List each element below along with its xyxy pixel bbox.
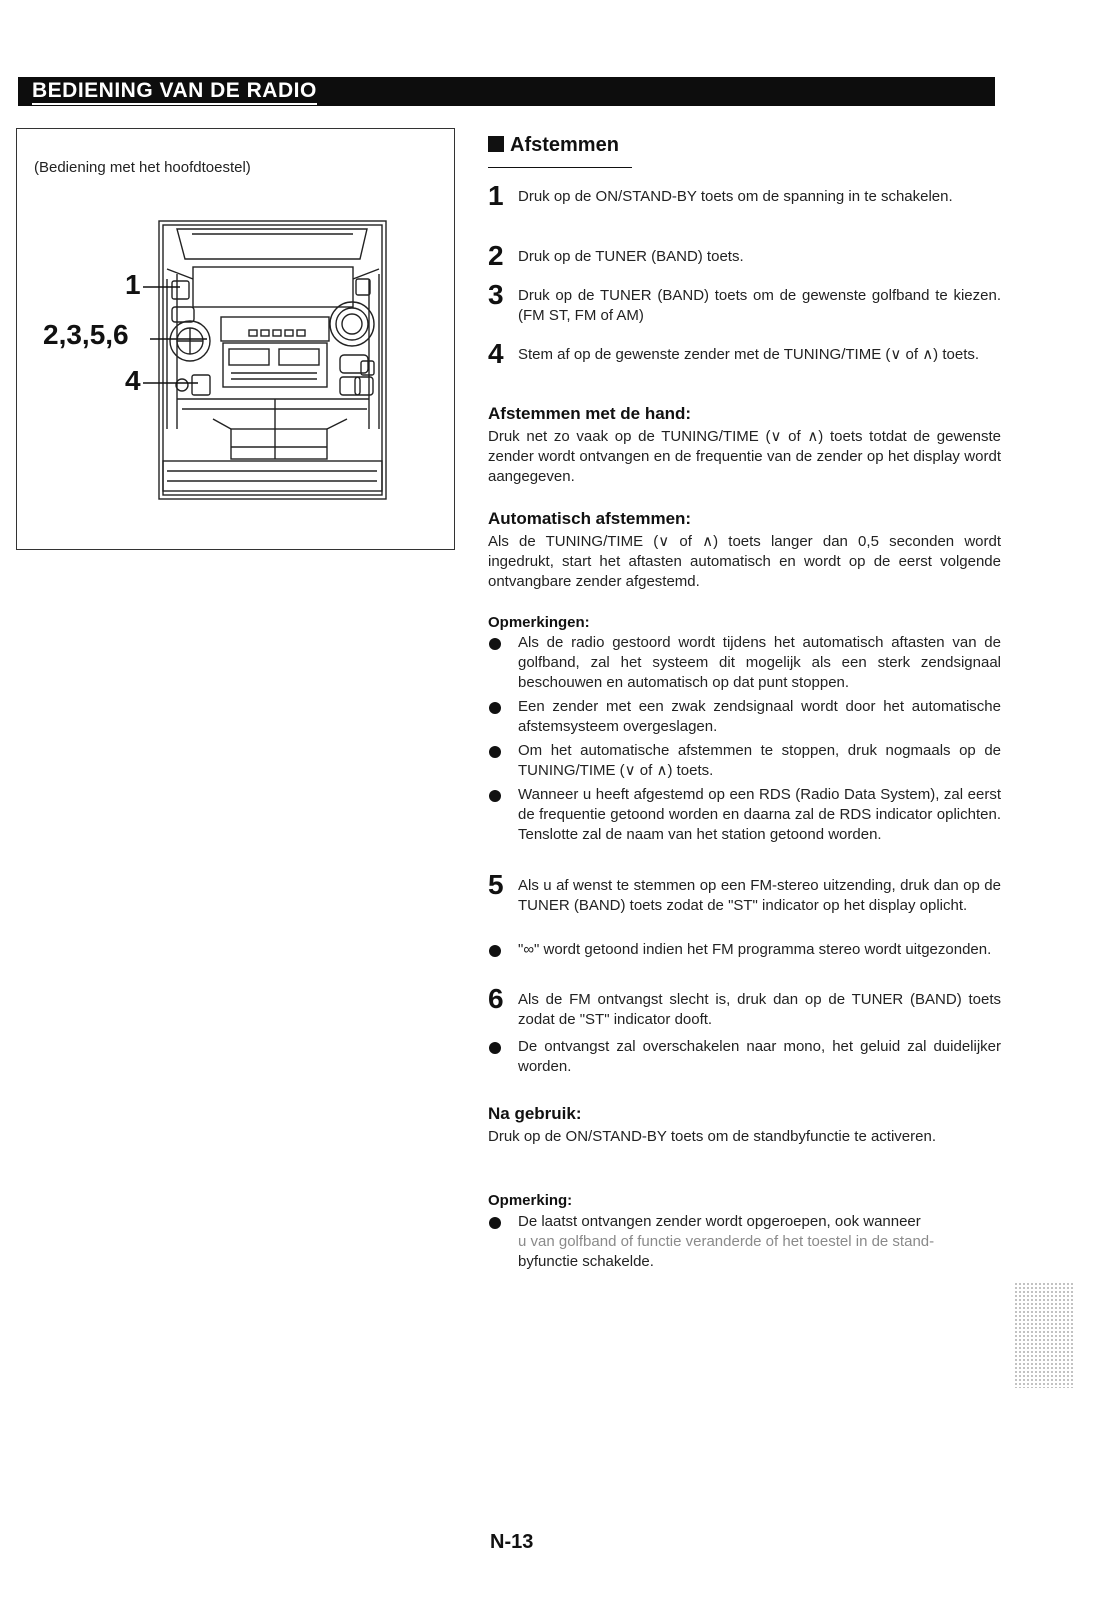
bullet-text: "∞" wordt getoond indien het FM programma stereo wordt uitgezonden.: [518, 941, 992, 958]
step-6-bullet: [488, 1037, 1001, 1077]
step-2: [488, 240, 1001, 271]
note-line: De laatst ontvangen zender wordt opgeroepen, ook wanneer: [518, 1213, 921, 1230]
note-line: byfunctie schakelde.: [518, 1253, 654, 1270]
bullet-icon: [489, 1042, 501, 1054]
note-line: u van golfband of functie veranderde of het toestel in de stand-: [518, 1233, 935, 1250]
auto-tuning-heading: Automatisch afstemmen:: [488, 509, 692, 528]
callout-4: 4: [125, 365, 141, 396]
square-bullet-icon: [488, 136, 504, 152]
figure-box: [16, 128, 455, 550]
section-title: Afstemmen: [510, 134, 619, 156]
step-1: [488, 180, 1001, 211]
step-number: 4: [488, 338, 504, 369]
note-text: Als de radio gestoord wordt tijdens het automatisch aftasten van de golfband, zal het systeem dit mogelijk als een sterk zendsignaal beschouwen en automatisch op dat punt stoppen.: [518, 634, 1001, 691]
note-item: [488, 697, 1001, 737]
note-text: Wanneer u heeft afgestemd op een RDS (Radio Data System), zal eerst de frequentie getoond worden en daarna zal de RDS indicator oplichten. Tenslotte zal de naam van het station getoond worden.: [518, 786, 1001, 843]
step-number: 1: [488, 180, 504, 211]
step-text: Als u af wenst te stemmen op een FM-stereo uitzending, druk dan op de TUNER (BAND) toets zodat de "ST" indicator op het display oplicht.: [518, 877, 1001, 914]
after-use-text: Druk op de ON/STAND-BY toets om de standbyfunctie te activeren.: [488, 1128, 936, 1145]
figure-caption: (Bediening met het hoofdtoestel): [34, 159, 251, 176]
bullet-icon: [489, 746, 501, 758]
note-text: Een zender met een zwak zendsignaal wordt door het automatische afstemsysteem overgeslagen.: [518, 698, 1001, 735]
note-item: [488, 633, 1001, 693]
step-text: Druk op de TUNER (BAND) toets.: [518, 248, 744, 265]
auto-tuning-text: Als de TUNING/TIME (∨ of ∧) toets langer dan 0,5 seconden wordt ingedrukt, start het aftasten automatisch en wordt op de eerst volgende ontvangbare zender afgestemd.: [488, 533, 1001, 590]
step-4: [488, 338, 1001, 369]
bullet-icon: [489, 945, 501, 957]
step-text: Druk op de TUNER (BAND) toets om de gewenste golfband te kiezen. (FM ST, FM of AM): [518, 287, 1001, 324]
callout-1: 1: [125, 269, 141, 300]
step-5: [488, 869, 1001, 916]
page-title: BEDIENING VAN DE RADIO: [32, 78, 317, 105]
section-heading: [488, 134, 619, 168]
callout-2-3-5-6: 2,3,5,6: [43, 319, 129, 350]
step-5-bullet: [488, 940, 1001, 960]
notes-heading: Opmerkingen:: [488, 614, 590, 631]
page-number: N-13: [490, 1531, 534, 1553]
section-underline: [488, 167, 632, 168]
manual-tuning-text: Druk net zo vaak op de TUNING/TIME (∨ of ∧) toets totdat de gewenste zender wordt ontvangen en de frequentie van de zender op het display wordt aangegeven.: [488, 428, 1001, 485]
note-item: [488, 785, 1001, 845]
note-item: [488, 1212, 1001, 1272]
print-artifact: [1014, 1282, 1074, 1388]
step-text: Druk op de ON/STAND-BY toets om de spanning in te schakelen.: [518, 188, 953, 205]
step-text: Stem af op de gewenste zender met de TUNING/TIME (∨ of ∧) toets.: [518, 346, 980, 363]
bullet-text: De ontvangst zal overschakelen naar mono, het geluid zal duidelijker worden.: [518, 1038, 1001, 1075]
step-number: 3: [488, 279, 504, 310]
bullet-icon: [489, 638, 501, 650]
step-number: 2: [488, 240, 504, 271]
step-number: 6: [488, 983, 504, 1014]
bullet-icon: [489, 702, 501, 714]
note-heading: Opmerking:: [488, 1192, 573, 1209]
step-3: [488, 279, 1001, 326]
bullet-icon: [489, 1217, 501, 1229]
step-number: 5: [488, 869, 504, 900]
note-text: Om het automatische afstemmen te stoppen, druk nogmaals op de TUNING/TIME (∨ of ∧) toets.: [518, 742, 1001, 779]
manual-tuning-heading: Afstemmen met de hand:: [488, 404, 692, 423]
step-text: Als de FM ontvangst slecht is, druk dan op de TUNER (BAND) toets zodat de "ST" indicator dooft.: [518, 991, 1001, 1028]
note-item: [488, 741, 1001, 781]
after-use-heading: Na gebruik:: [488, 1104, 582, 1123]
bullet-icon: [489, 790, 501, 802]
page-header-banner: [18, 77, 995, 106]
step-6: [488, 983, 1001, 1030]
